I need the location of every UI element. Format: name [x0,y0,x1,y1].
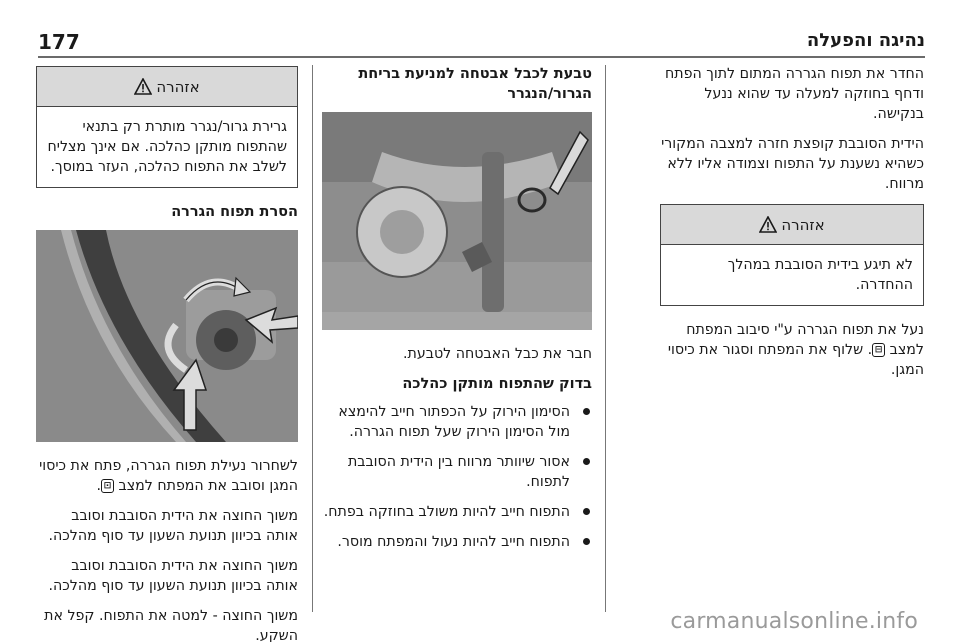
warning-triangle-icon [759,216,777,233]
safety-ring-figure [322,112,592,330]
right-column [660,64,924,390]
handle-paragraph: הידית הסובבת קופצת חזרה למצבה המקורי כשהיא נשענת על התפוח וצמודה אליו ללא מרווח. [661,136,924,192]
warning-triangle-icon [134,78,152,95]
removal-heading: הסרת תפוח הגררה [171,204,298,220]
removal-step-2: משוך החוצה את הידית הסובבת וסובב אותה בכיוון תנועת השעון עד סוף מהלכה. [48,558,298,594]
page-number: 177 [38,30,80,54]
warning-box [36,66,298,188]
header-rule [38,56,925,58]
check-heading: בדוק שהתפוח מותקן כהלכה [402,376,592,392]
cable-caption: חבר את כבל האבטחה לטבעת. [403,346,592,362]
check-item: אסור שיוותר מרווח בין הידית הסובבת לתפוח. [322,452,570,492]
warning-box [660,204,924,306]
warning-title: אזהרה [781,215,825,234]
page-header [38,30,925,52]
column-divider-right [605,65,606,612]
check-item: הסימון הירוק על הכפתור חייב להימצא מול הסימון הירוק שעל תפוח הגררה. [322,402,570,442]
watermark: carmanualsonline.info [670,609,918,634]
running-title: נהיגה והפעלה [806,30,925,51]
tow-hook-ring-illustration [322,112,592,330]
removal-figure [36,230,298,442]
removal-step-1: משוך החוצה את הידית הסובבת וסובב אותה בכיוון תנועת השעון עד סוף מהלכה. [48,508,298,544]
middle-column [322,64,592,562]
safety-ring-heading: טבעת לכבל אבטחה למניעת בריחת הגרור/הנגרר [358,66,592,102]
unlock-position-icon: ⊡ [101,479,114,493]
left-column [36,64,298,642]
warning-header [37,67,297,107]
intro-paragraph: החדר את תפוח הגררה המתום לתוך הפתח ודחף בחוזקה למעלה עד שהוא ננעל בנקישה. [665,66,924,122]
lock-position-icon: ⊟ [872,343,885,357]
warning-body: גרירת גרור/נגרר מותרת רק בתנאי שהתפוח מותקן כהלכה. אם אינך מצליח לשלב את התפוח כהלכה, העזר במוסך. [47,119,287,175]
tow-hook-removal-illustration [36,230,298,442]
check-list [322,402,592,552]
warning-header [661,205,923,245]
unlock-paragraph: לשחרור נעילת תפוח הגררה, פתח את כיסוי המגן וסובב את המפתח למצב ⊡. [39,458,298,494]
check-item: התפוח חייב להיות משולב בחוזקה בפתח. [323,504,570,520]
check-item: התפוח חייב להיות נעול והמפתח מוסר. [322,532,570,552]
warning-body: לא תיגע בידית הסובבת במהלך ההחדרה. [727,257,913,293]
column-divider-left [312,65,313,612]
warning-title: אזהרה [156,77,200,96]
lock-paragraph: נעל את תפוח הגררה ע"י סיבוב המפתח למצב ⊟. שלוף את המפתח וסגור את כיסוי המגן. [667,322,924,378]
removal-step-3: משוך החוצה - למטה את התפוח. קפל את השקע. [44,608,298,642]
